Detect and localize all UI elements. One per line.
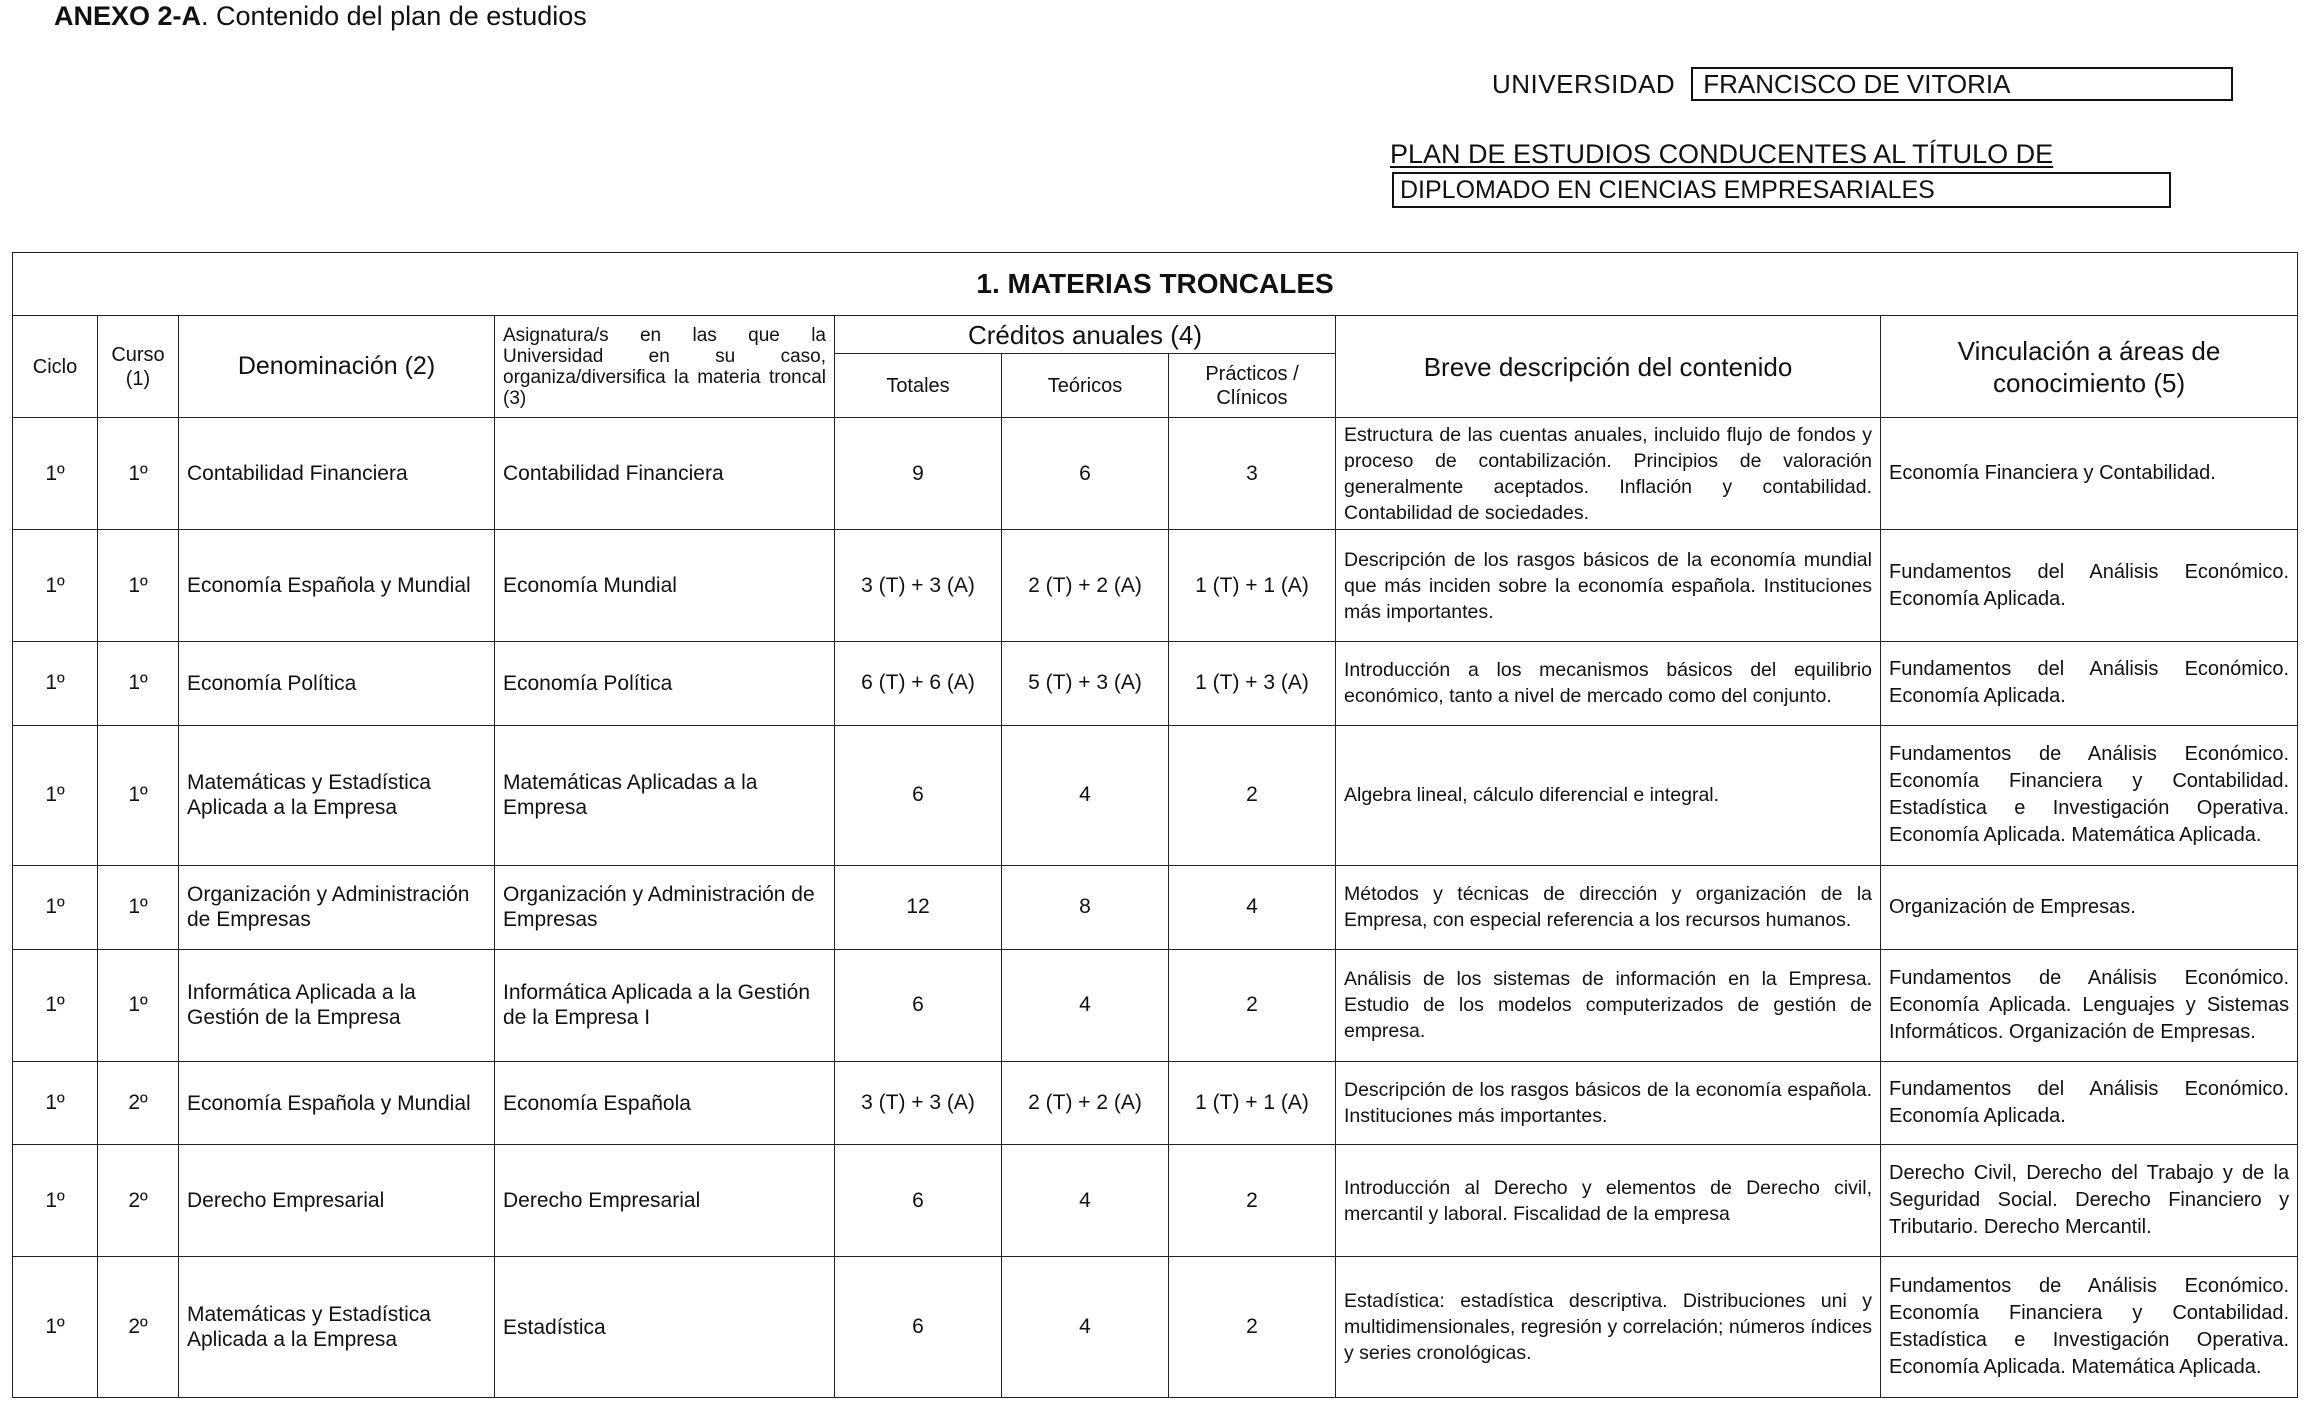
cell-asignatura: Economía Política [495, 642, 835, 726]
cell-asignatura: Economía Mundial [495, 530, 835, 642]
table-row [13, 1061, 2298, 1145]
cell-practicos: 1 (T) + 1 (A) [1169, 1061, 1336, 1145]
cell-curso: 2º [98, 1257, 179, 1398]
cell-asignatura: Organización y Administración de Empresas [495, 866, 835, 950]
cell-vinculacion: Fundamentos del Análisis Económico. Economía Aplicada. [1881, 530, 2298, 642]
cell-curso: 2º [98, 1061, 179, 1145]
cell-asignatura: Estadística [495, 1257, 835, 1398]
cell-vinculacion: Organización de Empresas. [1881, 866, 2298, 950]
cell-ciclo: 1º [13, 1145, 98, 1257]
table-row [13, 866, 2298, 950]
university-label: UNIVERSIDAD [1492, 68, 1676, 99]
university-row [1492, 66, 2233, 102]
cell-totales: 6 [835, 1257, 1002, 1398]
cell-teoricos: 4 [1002, 949, 1169, 1061]
cell-denominacion: Contabilidad Financiera [179, 418, 495, 530]
cell-curso: 1º [98, 530, 179, 642]
cell-teoricos: 4 [1002, 1257, 1169, 1398]
annex-title [54, 0, 587, 32]
cell-vinculacion: Fundamentos de Análisis Económico. Economía Financiera y Contabilidad. Estadística e Investigación Operativa. Economía Aplicada. Matemática Aplicada. [1881, 1257, 2298, 1398]
cell-curso: 2º [98, 1145, 179, 1257]
cell-teoricos: 4 [1002, 1145, 1169, 1257]
cell-asignatura: Derecho Empresarial [495, 1145, 835, 1257]
col-header-ciclo: Ciclo [13, 316, 98, 418]
cell-ciclo: 1º [13, 1061, 98, 1145]
cell-asignatura: Informática Aplicada a la Gestión de la Empresa I [495, 949, 835, 1061]
col-header-descripcion: Breve descripción del contenido [1336, 316, 1881, 418]
col-header-creditos: Créditos anuales (4) [835, 316, 1336, 354]
cell-practicos: 2 [1169, 1145, 1336, 1257]
cell-ciclo: 1º [13, 949, 98, 1061]
section-title: 1. MATERIAS TRONCALES [13, 253, 2298, 316]
cell-ciclo: 1º [13, 530, 98, 642]
plan-title: PLAN DE ESTUDIOS CONDUCENTES AL TÍTULO DE [1390, 139, 2054, 169]
cell-denominacion: Matemáticas y Estadística Aplicada a la Empresa [179, 1257, 495, 1398]
col-header-curso: Curso (1) [98, 316, 179, 418]
cell-ciclo: 1º [13, 418, 98, 530]
cell-descripcion: Descripción de los rasgos básicos de la economía española. Instituciones más importantes. [1336, 1061, 1881, 1145]
cell-practicos: 2 [1169, 949, 1336, 1061]
cell-teoricos: 2 (T) + 2 (A) [1002, 530, 1169, 642]
cell-denominacion: Derecho Empresarial [179, 1145, 495, 1257]
table-row [13, 1145, 2298, 1257]
cell-curso: 1º [98, 418, 179, 530]
col-header-asignatura: Asignatura/s en las que la Universidad en su caso, organiza/diversifica la materia troncal (3) [495, 316, 835, 418]
cell-totales: 6 [835, 949, 1002, 1061]
cell-curso: 1º [98, 642, 179, 726]
cell-asignatura: Contabilidad Financiera [495, 418, 835, 530]
table-row [13, 418, 2298, 530]
cell-curso: 1º [98, 866, 179, 950]
cell-asignatura: Economía Española [495, 1061, 835, 1145]
cell-practicos: 1 (T) + 1 (A) [1169, 530, 1336, 642]
cell-denominacion: Economía Española y Mundial [179, 530, 495, 642]
cell-teoricos: 5 (T) + 3 (A) [1002, 642, 1169, 726]
cell-denominacion: Economía Española y Mundial [179, 1061, 495, 1145]
cell-descripcion: Análisis de los sistemas de información en la Empresa. Estudio de los modelos computerizados de gestión de empresa. [1336, 949, 1881, 1061]
table-row [13, 530, 2298, 642]
cell-totales: 6 [835, 1145, 1002, 1257]
cell-vinculacion: Derecho Civil, Derecho del Trabajo y de la Seguridad Social. Derecho Financiero y Tributario. Derecho Mercantil. [1881, 1145, 2298, 1257]
col-header-vinculacion: Vinculación a áreas de conocimiento (5) [1881, 316, 2298, 418]
troncales-table-container [12, 252, 2297, 1398]
cell-curso: 1º [98, 949, 179, 1061]
cell-descripcion: Métodos y técnicas de dirección y organización de la Empresa, con especial referencia a los recursos humanos. [1336, 866, 1881, 950]
cell-descripcion: Introducción a los mecanismos básicos del equilibrio económico, tanto a nivel de mercado como del conjunto. [1336, 642, 1881, 726]
cell-vinculacion: Fundamentos del Análisis Económico. Economía Aplicada. [1881, 642, 2298, 726]
cell-vinculacion: Fundamentos de Análisis Económico. Economía Financiera y Contabilidad. Estadística e Investigación Operativa. Economía Aplicada. Matemática Aplicada. [1881, 725, 2298, 866]
cell-descripcion: Descripción de los rasgos básicos de la economía mundial que más inciden sobre la economía española. Instituciones más importantes. [1336, 530, 1881, 642]
annex-title-bold: ANEXO 2-A [54, 1, 202, 31]
cell-totales: 6 (T) + 6 (A) [835, 642, 1002, 726]
cell-vinculacion: Fundamentos del Análisis Económico. Economía Aplicada. [1881, 1061, 2298, 1145]
annex-title-rest: . Contenido del plan de estudios [201, 1, 587, 31]
cell-teoricos: 2 (T) + 2 (A) [1002, 1061, 1169, 1145]
cell-totales: 6 [835, 725, 1002, 866]
cell-vinculacion: Economía Financiera y Contabilidad. [1881, 418, 2298, 530]
cell-denominacion: Organización y Administración de Empresas [179, 866, 495, 950]
cell-practicos: 4 [1169, 866, 1336, 950]
cell-vinculacion: Fundamentos de Análisis Económico. Economía Aplicada. Lenguajes y Sistemas Informáticos. Organización de Empresas. [1881, 949, 2298, 1061]
cell-teoricos: 8 [1002, 866, 1169, 950]
cell-denominacion: Matemáticas y Estadística Aplicada a la Empresa [179, 725, 495, 866]
cell-practicos: 1 (T) + 3 (A) [1169, 642, 1336, 726]
troncales-table [12, 252, 2298, 1398]
cell-practicos: 3 [1169, 418, 1336, 530]
plan-degree-box: DIPLOMADO EN CIENCIAS EMPRESARIALES [1392, 172, 2171, 208]
col-header-totales: Totales [835, 354, 1002, 418]
col-header-denominacion: Denominación (2) [179, 316, 495, 418]
cell-descripcion: Introducción al Derecho y elementos de Derecho civil, mercantil y laboral. Fiscalidad de la empresa [1336, 1145, 1881, 1257]
table-row [13, 725, 2298, 866]
cell-ciclo: 1º [13, 725, 98, 866]
cell-practicos: 2 [1169, 725, 1336, 866]
cell-totales: 3 (T) + 3 (A) [835, 530, 1002, 642]
cell-curso: 1º [98, 725, 179, 866]
cell-descripcion: Estadística: estadística descriptiva. Distribuciones uni y multidimensionales, regresión y correlación; números índices y series cronológicas. [1336, 1257, 1881, 1398]
cell-totales: 9 [835, 418, 1002, 530]
col-header-practicos: Prácticos / Clínicos [1169, 354, 1336, 418]
table-row [13, 949, 2298, 1061]
cell-ciclo: 1º [13, 642, 98, 726]
cell-totales: 3 (T) + 3 (A) [835, 1061, 1002, 1145]
cell-practicos: 2 [1169, 1257, 1336, 1398]
cell-denominacion: Economía Política [179, 642, 495, 726]
cell-descripcion: Estructura de las cuentas anuales, incluido flujo de fondos y proceso de contabilización. Principios de valoración generalmente aceptados. Inflación y contabilidad. Contabilidad de sociedades. [1336, 418, 1881, 530]
cell-asignatura: Matemáticas Aplicadas a la Empresa [495, 725, 835, 866]
cell-teoricos: 6 [1002, 418, 1169, 530]
cell-totales: 12 [835, 866, 1002, 950]
cell-denominacion: Informática Aplicada a la Gestión de la Empresa [179, 949, 495, 1061]
cell-ciclo: 1º [13, 866, 98, 950]
cell-ciclo: 1º [13, 1257, 98, 1398]
table-row [13, 642, 2298, 726]
cell-descripcion: Algebra lineal, cálculo diferencial e integral. [1336, 725, 1881, 866]
university-name-box: FRANCISCO DE VITORIA [1691, 67, 2233, 101]
col-header-teoricos: Teóricos [1002, 354, 1169, 418]
table-row [13, 1257, 2298, 1398]
cell-teoricos: 4 [1002, 725, 1169, 866]
